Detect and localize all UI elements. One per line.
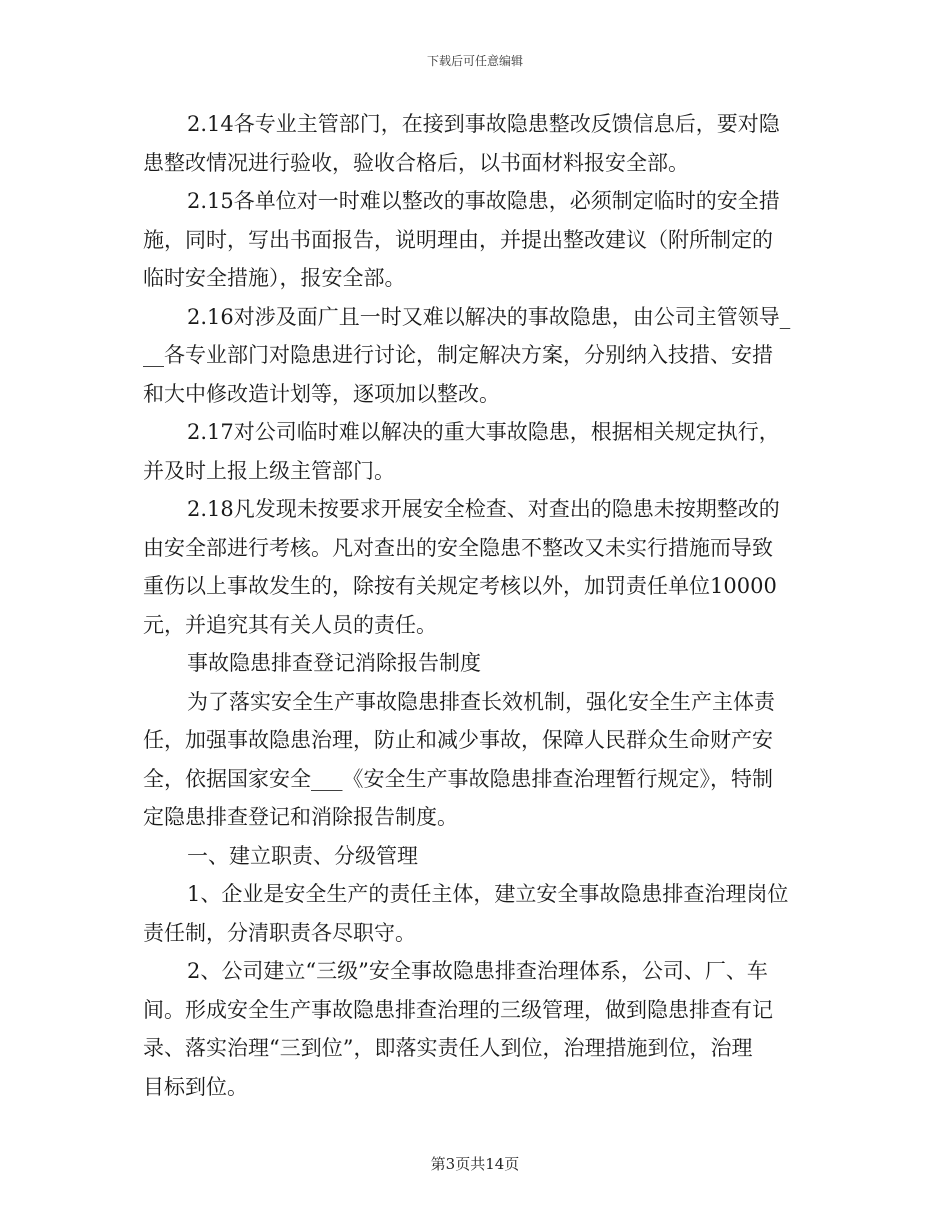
paragraph-2-17: 2.17对公司临时难以解决的重大事故隐患，根据相关规定执行， 并及时上报上级主管部门。 <box>143 420 780 483</box>
paragraph-2-15: 2.15各单位对一时难以整改的事故隐患，必须制定临时的安全措 施，同时，写出书面报告，说明理由，并提出整改建议（附所制定的 临时安全措施），报安全部。 <box>143 189 780 290</box>
page-header: 下载后可任意编辑 <box>426 54 523 68</box>
section-heading-1: 一、建立职责、分级管理 <box>187 843 418 868</box>
paragraph-2-16: 2.16对涉及面广且一时又难以解决的事故隐患，由公司主管领导_ __各专业部门对隐患进行讨论，制定解决方案，分别纳入技措、安措 和大中修改造计划等，逐项加以整改。 <box>143 304 791 406</box>
paragraph-item-2: 2、公司建立“三级”安全事故隐患排查治理体系，公司、厂、车 间。形成安全生产事故隐患排查治理的三级管理，做到隐患排查有记 录、落实治理“三到位”，即落实责任人到位，治理措施到位，治理 目标到位。 <box>143 959 773 1099</box>
intro-paragraph: 为了落实安全生产事故隐患排查长效机制，强化安全生产主体责 任，加强事故隐患治理，防止和减少事故，保障人民群众生命财产安 全，依据国家安全___《安全生产事故隐患排查治理暂行规定》，特制 定隐患排查登记和消除报告制度。 <box>143 689 775 829</box>
page-number: 第3页共14页 <box>430 1155 520 1173</box>
paragraph-item-1: 1、企业是安全生产的责任主体，建立安全事故隐患排查治理岗位 责任制，分清职责各尽职守。 <box>143 882 789 945</box>
section-title: 事故隐患排查登记消除报告制度 <box>187 651 481 675</box>
document-body <box>143 105 811 1106</box>
paragraph-2-18: 2.18凡发现未按要求开展安全检查、对查出的隐患未按期整改的 由安全部进行考核。凡对查出的安全隐患不整改又未实行措施而导致 重伤以上事故发生的，除按有关规定考核以外，加罚责任单位10000 元，并追究其有关人员的责任。 <box>143 497 780 637</box>
paragraph-2-14: 2.14各专业主管部门，在接到事故隐患整改反馈信息后，要对隐 患整改情况进行验收，验收合格后，以书面材料报安全部。 <box>143 112 780 175</box>
